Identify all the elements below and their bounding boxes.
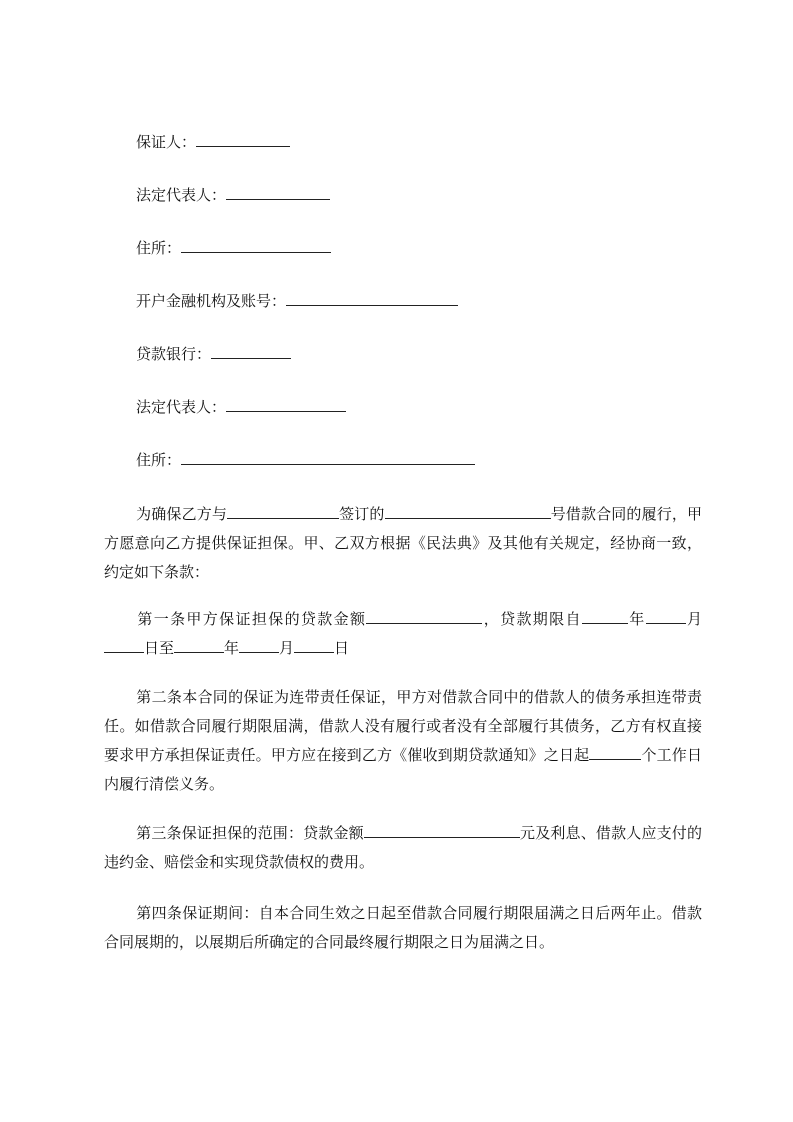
- article1-part1: 第一条甲方保证担保的贷款金额: [136, 610, 367, 628]
- lending-bank-blank: [211, 344, 291, 359]
- legal-rep-2-blank: [226, 397, 346, 412]
- article1-month1: 月: [685, 610, 702, 628]
- preamble-part1: 为确保乙方与: [136, 505, 227, 523]
- article1-year1: 年: [627, 610, 646, 628]
- article1-day2: 日: [334, 639, 350, 657]
- article1-paragraph: [104, 605, 702, 663]
- article1-amount-blank: [366, 609, 482, 624]
- guarantor-label: 保证人：: [136, 133, 197, 151]
- bank-account-label: 开户金融机构及账号：: [136, 292, 287, 310]
- article1-day1: 日至: [144, 639, 175, 657]
- article1-part2: ，贷款期限自: [482, 610, 582, 628]
- preamble-contract-no-blank: [385, 504, 551, 519]
- lending-bank-label: 贷款银行：: [136, 345, 212, 363]
- bank-account-blank: [286, 291, 458, 306]
- article3-amount-blank: [364, 823, 520, 838]
- address-1-label: 住所：: [136, 239, 182, 257]
- article1-day1-blank: [104, 638, 144, 653]
- preamble-part3: 号借款合同的履行，甲方愿意向乙方提供保证担保。甲、乙双方根据《民法典》及其他有关规定，经协商一致，约定如下条款：: [104, 505, 702, 581]
- article1-month1-blank: [646, 609, 686, 624]
- article4-text: 第四条保证期间：自本合同生效之日起至借款合同履行期限届满之日后两年止。借款合同展期的，以展期后所确定的合同最终履行期限之日为届满之日。: [104, 904, 702, 951]
- address-1-blank: [181, 238, 331, 253]
- guarantor-line: [136, 132, 290, 152]
- address-2-label: 住所：: [136, 451, 182, 469]
- preamble-party-blank: [227, 504, 339, 519]
- article4-paragraph: [104, 899, 702, 957]
- legal-rep-1-line: [136, 185, 330, 205]
- preamble-paragraph: [104, 500, 702, 587]
- article3-part1: 第三条保证担保的范围：贷款金额: [136, 824, 364, 842]
- article1-year2-blank: [174, 638, 224, 653]
- article3-paragraph: [104, 819, 702, 877]
- address-1-line: [136, 238, 331, 258]
- preamble-part2: 签订的: [339, 505, 385, 523]
- lending-bank-line: [136, 344, 291, 364]
- article2-days-blank: [589, 745, 641, 760]
- legal-rep-1-label: 法定代表人：: [136, 186, 227, 204]
- legal-rep-2-line: [136, 397, 346, 417]
- article1-year1-blank: [582, 609, 628, 624]
- address-2-line: [136, 450, 475, 470]
- article1-day2-blank: [294, 638, 334, 653]
- article3-part2: 元及利息、借款人应支付的违约金、赔偿金和实现贷款债权的费用。: [104, 824, 702, 871]
- article1-year2: 年: [224, 639, 240, 657]
- article2-part2: 个工作日内履行清偿义务。: [104, 746, 702, 793]
- address-2-blank: [181, 450, 475, 465]
- bank-account-line: [136, 291, 458, 311]
- legal-rep-1-blank: [226, 185, 330, 200]
- guarantor-blank: [196, 132, 290, 147]
- legal-rep-2-label: 法定代表人：: [136, 398, 227, 416]
- article2-part1: 第二条本合同的保证为连带责任保证，甲方对借款合同中的借款人的债务承担连带责任。如借款合同履行期限届满，借款人没有履行或者没有全部履行其债务，乙方有权直接要求甲方承担保证责任。甲方应在接到乙方《催收到期贷款通知》之日起: [104, 688, 702, 764]
- article1-month2-blank: [239, 638, 279, 653]
- article2-paragraph: [104, 683, 702, 799]
- article1-month2: 月: [279, 639, 295, 657]
